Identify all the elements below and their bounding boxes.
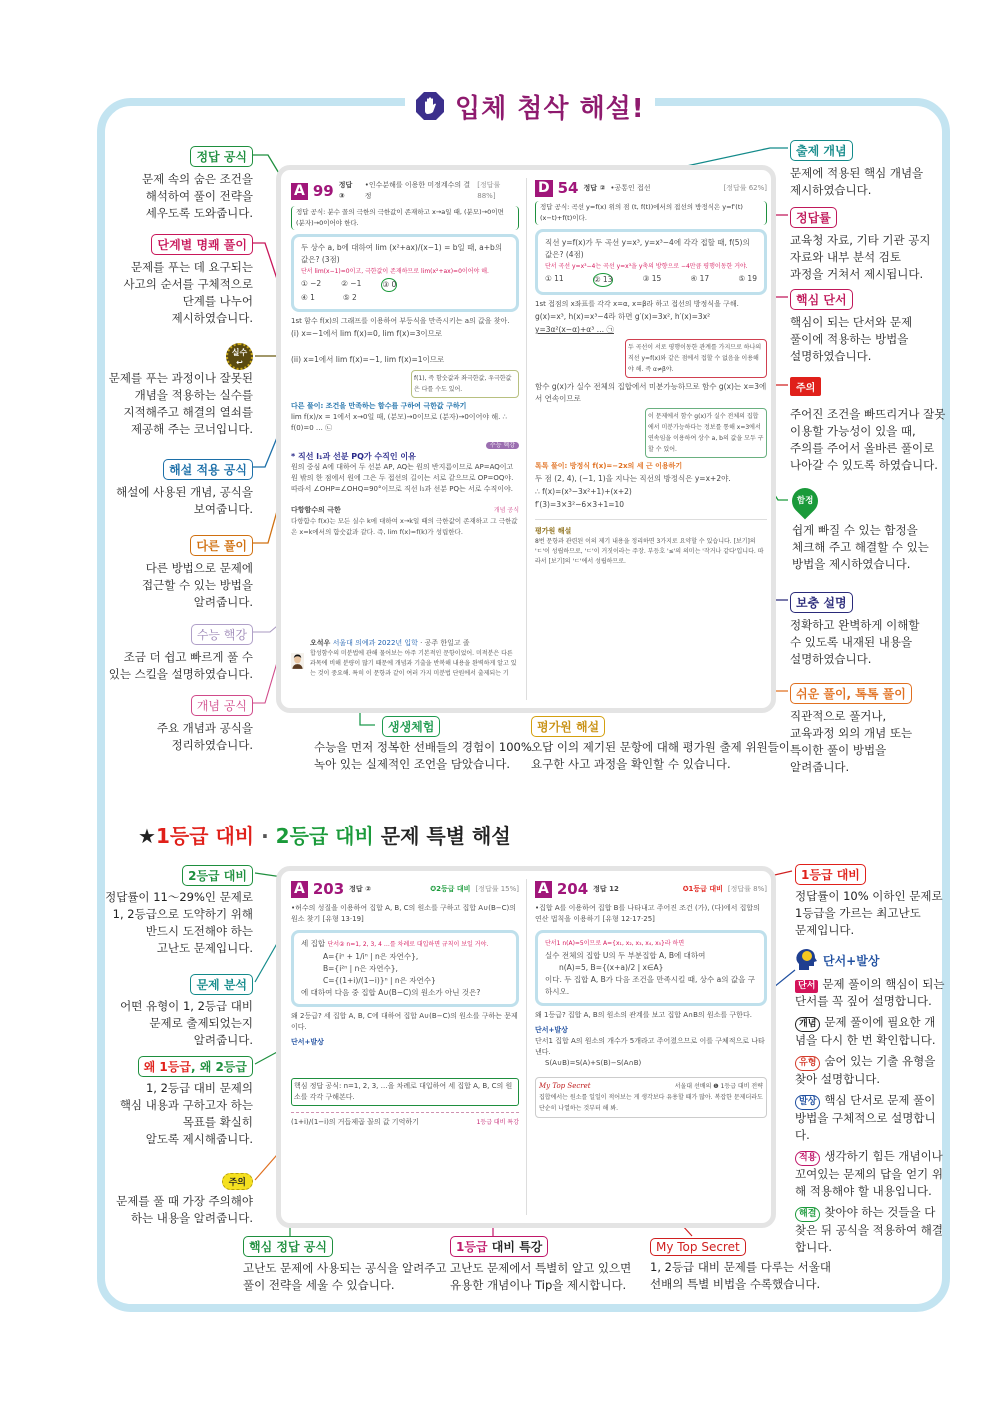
desc-line: 이용할 가능성이 있을 때, <box>790 424 916 438</box>
secret-body: 집합에서는 원소를 일일이 적어보는 게 생각보다 유용할 때가 많아. 복잡한 문제더라도 단순히 나열하는 것부터 해 봐. <box>539 1094 763 1112</box>
problem-letter: A <box>291 183 308 200</box>
annotation-problem-analysis <box>120 974 253 1049</box>
annotation-why-grade <box>120 1056 253 1148</box>
annotation-answer-formula <box>142 146 253 222</box>
desc-line: 설명하였습니다. <box>790 349 872 363</box>
label-warning: 주의 <box>796 383 816 394</box>
clue-idea-title: 단서+발상 <box>823 953 880 968</box>
secret-title: My Top Secret <box>539 1082 591 1090</box>
clue-idea-heading: 단서+발상 <box>291 1038 324 1046</box>
annotation-mistake <box>109 343 253 438</box>
label-concept-formula: 개념 공식 <box>191 695 253 716</box>
desc-line: 문제를 푸는 데 요구되는 <box>130 260 253 274</box>
choice: ⑤ 19 <box>738 274 757 283</box>
label-trap: 함정 <box>796 496 814 506</box>
label-my-top-secret: My Top Secret <box>650 1238 746 1256</box>
answer: 정답 12 <box>593 885 619 893</box>
problem-analysis: •허수의 성질을 이용하여 집합 A, B, C의 원소를 구하고 집합 A∪(B−C)의 원소 찾기 [유형 13·19] <box>291 904 517 923</box>
desc-line: 직관적으로 풀거나, <box>790 709 887 723</box>
desc-line: 1, 2등급 대비 문제의 <box>145 1081 253 1095</box>
desc-line: 사고의 순서를 구체적으로 <box>123 277 253 291</box>
label-easy-solution: 쉬운 풀이, 톡톡 풀이 <box>790 683 912 704</box>
annotation-grade2 <box>105 865 253 957</box>
caution-badge-icon <box>222 1173 253 1190</box>
exam-tip-tag: 수능 핵강 <box>486 442 519 449</box>
desc-line: 문제를 푸는 과정이나 잘못된 <box>108 371 253 385</box>
desc-line: 설명하였습니다. <box>790 652 872 666</box>
desc-line: 1, 2등급으로 도약하기 위해 <box>112 907 253 921</box>
step-text: 1st 접점의 x좌표를 각각 x=α, x=β라 하고 접선의 방정식을 구해. <box>535 300 739 308</box>
annotation-grade1 <box>795 864 943 939</box>
clue-idea-text: 숨어 있는 기출 유형을 찾아 설명합니다. <box>795 1054 936 1086</box>
desc-line: 단계를 나누어 <box>182 294 253 308</box>
desc-line: 목표를 확실히 <box>182 1115 253 1129</box>
solution-line: 단서1 집합 A의 원소의 개수가 5개라고 주어졌으므로 이를 구체적으로 나타낸다. <box>535 1037 765 1056</box>
clue-idea-tag: 해결 <box>795 1207 820 1222</box>
clue-idea-tag: 개념 <box>795 1017 820 1032</box>
senior-photo-icon <box>291 638 304 684</box>
annotation-clue-idea <box>795 948 945 1256</box>
desc-line: 제시하였습니다. <box>790 183 872 197</box>
clue-text: 단서② n=1, 2, 3, 4 …를 차례로 대입하면 규칙이 보일 거야. <box>327 941 489 948</box>
label-grade1-special <box>450 1236 548 1257</box>
clue-idea-item <box>795 976 945 1010</box>
desc-line: 오답 이의 제기된 문항에 대해 평가원 출제 위원들이 <box>531 740 790 754</box>
problem-analysis: •집합 A를 이용하여 집합 B를 나타내고 주어진 조건 (가), (다)에서 집합의 연산 법칙을 이용하기 [유형 12·17·25] <box>535 904 760 923</box>
desc-line: 특이한 풀이 방법을 <box>790 743 887 757</box>
section-title-rest: 문제 특별 해설 <box>380 824 511 848</box>
choice: ① −2 <box>301 279 322 288</box>
solution-line: ∴ f(x)=(x³−3x²+1)+(x+2) <box>535 487 632 496</box>
eval-body: 8번 문항과 관련된 이의 제기 내용을 정리하면 3가지로 요약할 수 있습니다. [보기]의 'ㄷ'이 성립하므로, 'ㄷ'이 거짓이라는 주장. 부등호 '≤'의 의미는 '작거나 같다'입니다. 따라서 [보기]의 'ㄷ'에서 성립하므로. <box>535 538 764 565</box>
desc-line: 개념을 적용하는 실수를 <box>134 388 253 402</box>
sample-pages-panel <box>276 165 776 713</box>
annotation-exam-tip <box>109 624 253 683</box>
annotation-trap <box>792 488 929 573</box>
desc-line: 정답률이 11～29%인 문제로 <box>105 890 253 904</box>
desc-line: 문제 속의 숨은 조건을 <box>142 172 253 186</box>
concept-tag: 개념 공식 <box>493 507 519 514</box>
desc-line: 보여줍니다. <box>193 502 253 516</box>
problem-text: C={(1+i)/(1−i)}ⁿ | n은 자연수} <box>323 976 436 985</box>
choice: ① 11 <box>545 274 564 283</box>
answer: 정답 ② <box>349 885 372 893</box>
choice: ② 13 <box>593 273 614 287</box>
eval-heading: 평가원 해설 <box>535 519 767 537</box>
star-icon: ★ <box>138 824 156 848</box>
label-exam-tip: 수능 핵강 <box>191 624 253 645</box>
clue-idea-item <box>795 1148 945 1200</box>
desc-line: 선배의 특별 비법을 수록했습니다. <box>650 1277 821 1291</box>
label-problem-analysis: 문제 분석 <box>190 974 253 995</box>
choice: ③ 15 <box>642 274 662 283</box>
desc-line: 문제에 적용된 핵심 개념을 <box>790 166 924 180</box>
solution-line: (i) x=−1에서 lim f(x)=0, lim f(x)=3이므로 <box>291 329 443 338</box>
senior-text: 합성함수의 미분법에 관해 물어보는 아주 기본적인 문항이었어. 미적분은 다른 과목에 비해 분량이 많기 때문에 개념과 기출을 반복해 내용을 완벽하게 알고 있는 것이 중요해. 특히 이 문항과 같이 여러 가지 미분법 단원에서 출제되는 기 <box>310 650 517 677</box>
desc-line: 알도록 제시해줍니다. <box>145 1132 253 1146</box>
problem-text: 실수 전체의 집합 U의 두 부분집합 A, B에 대하여 <box>545 951 706 960</box>
problem-number: 99 <box>312 181 334 200</box>
desc-line: 주어진 조건을 빠뜨리거나 잘못 <box>790 407 946 421</box>
grade-tag: ✪1등급 대비 <box>682 885 723 893</box>
problem-number: 54 <box>557 179 579 197</box>
correct-rate: [정답률 8%] <box>727 885 767 893</box>
clue-text: 단서1 n(A)=5이므로 A={x₁, x₂, x₃, x₄, x₅}라 하면 <box>545 940 685 947</box>
desc-line: 반드시 도전해야 하는 <box>145 924 253 938</box>
desc-line: 다른 방법으로 문제에 <box>145 561 253 575</box>
special-note: (1+i)/(1−i)의 거듭제곱 꼴의 값 기억하기 <box>291 1118 419 1126</box>
clue-idea-text: 찾아야 하는 것들을 다 찾은 뒤 공식을 적용하여 해결합니다. <box>795 1205 943 1254</box>
clue-idea-text: 핵심 단서로 문제 풀이 방법을 구체적으로 설명합니다. <box>795 1093 936 1142</box>
grade-tag: ✪2등급 대비 <box>430 885 471 893</box>
clue-text: 단서 곡선 y=x³−4는 곡선 y=x³을 y축의 방향으로 −4만큼 평행이동한 거야. <box>545 263 748 270</box>
problem-box <box>535 229 767 295</box>
annotation-applied-formula <box>116 459 253 518</box>
special-tag: 1등급 대비 특강 <box>476 1119 519 1126</box>
problem-number: 204 <box>556 880 589 898</box>
warning-box: 두 곡선이 서로 평행이동한 관계를 가지므로 하나의 직선 y=f(x)와 같은 점에서 접할 수 없음을 이용해야 해. 즉 α≠β야. <box>625 339 767 378</box>
answer: 정답 ③ <box>338 181 353 200</box>
section-title <box>138 820 511 849</box>
sample-page-a99 <box>291 180 519 538</box>
desc-line: 유용한 개념이나 Tip을 제시합니다. <box>450 1278 627 1292</box>
annotation-step-solution <box>123 234 253 327</box>
label-key-clue: 핵심 단서 <box>790 289 853 310</box>
sample-page-a203 <box>291 881 519 1128</box>
clue-idea-heading: 단서+발상 <box>535 1026 568 1034</box>
choice: ④ 17 <box>690 274 710 283</box>
desc-line: 과정을 거쳐서 제시됩니다. <box>790 267 924 281</box>
solution-line: (ii) x=1에서 lim f(x)=−1, lim f(x)=1이므로 <box>291 355 445 364</box>
desc-line: 제공해 주는 코너입니다. <box>130 422 253 436</box>
desc-line: 세우도록 도와줍니다. <box>145 206 253 220</box>
correct-rate: [정답률 62%] <box>723 184 767 192</box>
desc-line: 주요 개념과 공식을 <box>156 721 253 735</box>
clue-idea-text: 생각하기 힘든 개념이나 꼬여있는 문제의 답을 얻기 위해 적용해야 할 내용입니다. <box>795 1149 943 1198</box>
solution-line: 함수 g(x)가 실수 전체의 집합에서 미분가능하므로 함수 g(x)는 x=3에서 연속이므로 <box>535 382 767 403</box>
desc-line: 조금 더 쉽고 빠르게 풀 수 <box>123 650 253 664</box>
easy-solution-heading: 톡톡 풀이: 방정식 f(x)=−2x의 세 근 이용하기 <box>535 462 683 470</box>
desc-line: 알려줍니다. <box>193 1033 253 1047</box>
problem-text: A={iⁿ + 1/iⁿ | n은 자연수}, <box>323 952 419 961</box>
desc-line: 방법을 제시하였습니다. <box>792 557 911 571</box>
clue-idea-text: 문제 풀이에 필요한 개념을 다시 한 번 확인합니다. <box>795 1015 936 1047</box>
desc-line: 정답률이 10% 이하인 문제로 <box>795 889 943 903</box>
label-applied-formula: 해설 적용 공식 <box>163 459 253 480</box>
problem-text: 두 상수 a, b에 대하여 lim (x²+ax)/(x−1) = b일 때, a+b의 값은? (3점) <box>301 243 503 264</box>
sample-page-a204 <box>535 881 767 1118</box>
annotation-correct-rate <box>790 207 930 283</box>
correct-rate: [정답률 88%] <box>477 181 501 200</box>
desc-line: 문제입니다. <box>795 923 855 937</box>
problem-text: 이다. 두 집합 A, B가 다음 조건을 만족시킬 때, 상수 a의 값을 구하시오. <box>545 975 756 996</box>
desc-line: 알려줍니다. <box>193 595 253 609</box>
clue-idea-item <box>795 1092 945 1144</box>
desc-line: 문제를 풀 때 가장 주의해야 <box>116 1194 253 1208</box>
problem-letter: A <box>535 881 552 898</box>
answer: 정답 ② <box>583 184 606 192</box>
clue-idea-tag: 적용 <box>795 1151 820 1166</box>
topic: •인수분해를 이용한 미정계수의 결정 <box>364 181 471 200</box>
choice: ⑤ 2 <box>342 293 357 302</box>
core-formula-box: 핵심 정답 공식: n=1, 2, 3, …을 차례로 대입하여 세 집합 A, B, C의 원소를 각각 구해본다. <box>291 1078 519 1106</box>
label-eval-explanation: 평가원 해설 <box>531 716 605 737</box>
desc-line: 어떤 유형이 1, 2등급 대비 <box>120 999 253 1013</box>
desc-line: 해석하여 풀이 전략을 <box>145 189 253 203</box>
choice: ③ 0 <box>381 278 397 292</box>
desc-line: 쉽게 빠질 수 있는 함정을 <box>792 523 918 537</box>
label-step-solution: 단계별 명쾌 풀이 <box>151 234 253 255</box>
desc-line: 제시하였습니다. <box>171 311 253 325</box>
problem-letter: D <box>535 180 553 197</box>
desc-line: 정확하고 완벽하게 이해할 <box>790 618 920 632</box>
answer-formula-box: 정답 공식: 곡선 y=f(x) 위의 점 (t, f(t))에서의 접선의 방정식은 y=f′(t)(x−t)+f(t)이다. <box>535 201 767 225</box>
desc-line: 나아갈 수 있도록 하였습니다. <box>790 458 938 472</box>
trap-pin-icon <box>787 483 824 520</box>
annotation-concept-formula <box>157 695 253 754</box>
desc-line: 풀이 전략을 세울 수 있습니다. <box>243 1278 395 1292</box>
desc-line: 녹아 있는 실제적인 조언을 담았습니다. <box>314 757 511 771</box>
solution-line: g(x)=x³, h(x)=x³−4라 하면 g′(x)=3x², h′(x)=3x² <box>535 312 711 321</box>
desc-line: 주의를 주어서 올바른 풀이로 <box>790 441 935 455</box>
problem-number: 203 <box>312 880 345 898</box>
why-grade-text: 왜 1등급? 집합 A, B의 원소의 관계를 보고 집합 A∩B의 원소를 구한다. <box>535 1011 752 1019</box>
section-title-grade1: 1등급 대비 <box>155 824 255 848</box>
tip-body: 원의 중심 A에 대하여 두 선분 AP, AQ는 원의 반지름이므로 AP=AQ이고 원 밖의 한 점에서 원에 그은 두 접선의 길이는 서로 같으므로 OP=OQ야. 따라서 ∠OHP=∠OHQ=90°이므로 직선 l₁과 선분 PQ는 서로 수직이야. <box>291 463 514 493</box>
label-grade2: 2등급 대비 <box>182 865 253 886</box>
solution-line: f′(3)=3×3²−6×3+1=10 <box>535 500 625 509</box>
alt-solution-heading: 다른 풀이: 조건을 만족하는 함수를 구하여 극한값 구하기 <box>291 402 467 410</box>
desc-line: 1, 2등급 대비 문제를 다루는 서울대 <box>650 1260 831 1274</box>
section-title-separator: · <box>261 824 269 848</box>
clue-idea-tag: 단서 <box>795 980 818 993</box>
desc-line: 알려줍니다. <box>790 760 850 774</box>
label-why-grade <box>138 1056 253 1077</box>
label-why-grade1: 왜 1등급 <box>143 1060 191 1074</box>
annotation-alt-solution <box>142 535 253 611</box>
annotation-caution <box>116 1170 253 1227</box>
my-top-secret-box <box>535 1077 767 1118</box>
annotation-eval-explanation <box>531 716 790 773</box>
desc-line: 고난도 문제에 사용되는 공식을 알려주고 <box>243 1261 447 1275</box>
solution-line: lim f(x)/x = 1에서 x→0일 때, (분모)→0이므로 (분자)→0이어야 해. ∴ f(0)=0 … ㉡ <box>291 413 507 432</box>
desc-line: 문제로 출제되었는지 <box>149 1016 253 1030</box>
annotation-my-top-secret <box>650 1236 831 1293</box>
problem-text: 세 집합 <box>301 939 326 948</box>
lightbulb-head-icon <box>795 948 817 972</box>
senior-highschool: · 공주 한일고 졸 <box>420 639 470 647</box>
desc-line: 자료와 내부 분석 검토 <box>790 250 901 264</box>
clue-text: 단서 lim(x−1)=0이고, 극한값이 존재하므로 lim(x²+ax)=0이어야 해. <box>301 268 489 275</box>
problem-letter: A <box>291 881 308 898</box>
desc-line: 하는 내용을 알려줍니다. <box>130 1211 253 1225</box>
clue-idea-item <box>795 1014 945 1049</box>
label-extra-explanation: 보충 설명 <box>790 592 853 613</box>
label-topic: 출제 개념 <box>790 140 853 161</box>
trap-box: 이 문제에서 함수 g(x)가 실수 전체의 집합에서 미분가능하다는 정보를 통해 x=3에서 연속임을 이용하여 상수 a, b의 값을 모두 구할 수 있어. <box>645 408 767 458</box>
choice: ④ 1 <box>301 293 315 302</box>
label-caution: 주의 <box>228 1178 246 1188</box>
concept-body: 다항함수 f(x)는 모든 실수 k에 대하여 x→k일 때의 극한값이 존재하고 그 극한값은 x=k에서의 함숫값과 같다. 즉, lim f(x)=f(k)가 성립한다. <box>291 517 518 536</box>
answer-formula-box: 정답 공식: 분수 꼴의 극한의 극한값이 존재하고 x→a일 때, (분모)→0이면 (분자)→0이어야 한다. <box>291 206 519 230</box>
annotation-extra-explanation <box>790 592 920 668</box>
step-text: 1st 함수 f(x)의 그래프를 이용하여 부등식을 만족시키는 a의 값을 찾아. <box>291 317 510 325</box>
desc-line: 수능을 먼저 정복한 선배들의 경험이 100% <box>314 740 532 754</box>
annotation-easy-solution <box>790 683 912 776</box>
correct-rate: [정답률 15%] <box>475 885 519 893</box>
problem-text: B={i²ⁿ | n은 자연수}, <box>323 964 398 973</box>
advanced-pages-panel <box>276 866 776 1228</box>
desc-line: 있는 스킬을 설명하였습니다. <box>108 667 253 681</box>
problem-text: 직선 y=f(x)가 두 곡선 y=x³, y=x³−4에 각각 접할 때, f(5)의 값은? (4점) <box>545 238 750 259</box>
annotation-senior-experience <box>314 716 532 773</box>
label-special-part: 대비 특강 <box>487 1240 543 1254</box>
problem-box <box>291 930 519 1007</box>
warning-flag-icon <box>790 377 821 396</box>
desc-line: 수 있도록 내재된 내용을 <box>790 635 913 649</box>
problem-text: n(A)=5, B={(x+a)/2 | x∈A} <box>559 963 664 972</box>
problem-box <box>535 930 767 1006</box>
label-core-formula: 핵심 정답 공식 <box>243 1236 333 1257</box>
desc-line: 해설에 사용된 개념, 공식을 <box>116 485 253 499</box>
tip-title: * 직선 l₁과 선분 PQ가 수직인 이유 <box>291 452 416 461</box>
desc-line: 지적해주고 해결의 열쇠를 <box>123 405 253 419</box>
label-grade1: 1등급 대비 <box>795 864 866 885</box>
desc-line: 교육과정 외의 개념 또는 <box>790 726 913 740</box>
problem-text: 에 대하여 다음 중 집합 A∪(B−C)의 원소가 아닌 것은? <box>301 988 481 997</box>
senior-experience <box>291 638 519 684</box>
label-answer-formula: 정답 공식 <box>190 146 253 167</box>
desc-line: 고난도 문제입니다. <box>156 941 253 955</box>
secret-subtitle: 서울대 선배의 ❶ 1등급 대비 전략 <box>674 1083 763 1090</box>
annotation-key-clue <box>790 289 912 365</box>
why-grade-text: 왜 2등급? 세 집합 A, B, C에 대하여 집합 A∪(B−C)의 원소를 구하는 문제이다. <box>291 1012 518 1031</box>
label-alt-solution: 다른 풀이 <box>190 535 253 556</box>
solution-line: 두 점 (2, 4), (−1, 1)을 지나는 직선의 방정식은 y=x+2야. <box>535 474 731 483</box>
clue-idea-item <box>795 1053 945 1088</box>
annotation-core-formula <box>243 1236 446 1294</box>
label-why-grade2: , 왜 2등급 <box>190 1060 247 1074</box>
desc-line: 체크해 주고 해결할 수 있는 <box>792 540 929 554</box>
clue-idea-tag: 발상 <box>795 1095 820 1110</box>
page-title: 입체 첨삭 해설! <box>455 93 645 124</box>
mistake-box: f(1), 즉 함숫값과 좌극한값, 우극한값은 다를 수도 있어. <box>411 370 519 398</box>
solution-line: S(A∪B)=S(A)+S(B)−S(A∩B) <box>545 1059 642 1067</box>
clue-idea-text: 문제 풀이의 핵심이 되는 단서를 꼭 짚어 설명합니다. <box>795 977 945 1008</box>
mistake-badge-icon: 실수 ↩ <box>226 343 253 370</box>
senior-name: 오석우 <box>310 639 331 647</box>
desc-line: 정리하였습니다. <box>171 738 253 752</box>
topic: •공통인 접선 <box>610 184 651 192</box>
annotation-topic <box>790 140 923 199</box>
desc-line: 1등급을 가르는 최고난도 <box>795 906 921 920</box>
desc-line: 고난도 문제에서 특별히 알고 있으면 <box>450 1261 632 1275</box>
desc-line: 풀이에 적용하는 방법을 <box>790 332 909 346</box>
label-mistake: 실수 <box>231 348 248 357</box>
solution-line: y=3α²(x−α)+α³ … ㉠ <box>535 325 614 334</box>
concept-title: 다항함수의 극한 <box>291 506 341 514</box>
clue-idea-tag: 유형 <box>795 1056 820 1071</box>
desc-line: 교육청 자료, 기타 기관 공지 <box>790 233 931 247</box>
desc-line: 요구한 사고 과정을 확인할 수 있습니다. <box>531 757 731 771</box>
desc-line: 핵심이 되는 단서와 문제 <box>790 315 913 329</box>
label-correct-rate: 정답률 <box>790 207 837 228</box>
desc-line: 접근할 수 있는 방법을 <box>142 578 253 592</box>
label-senior-experience: 생생체험 <box>382 716 440 737</box>
senior-school: 서울대 의예과 2022년 입학 <box>332 639 418 647</box>
desc-line: 핵심 내용과 구하고자 하는 <box>119 1098 253 1112</box>
clue-idea-list <box>795 976 945 1256</box>
annotation-grade1-special <box>450 1236 631 1294</box>
problem-box <box>291 234 519 312</box>
choice: ② −1 <box>341 279 362 288</box>
label-grade1-part: 1등급 <box>456 1240 488 1254</box>
annotation-warning <box>790 376 945 474</box>
section-title-grade2: 2등급 대비 <box>275 824 374 848</box>
sample-page-d54 <box>535 180 767 567</box>
